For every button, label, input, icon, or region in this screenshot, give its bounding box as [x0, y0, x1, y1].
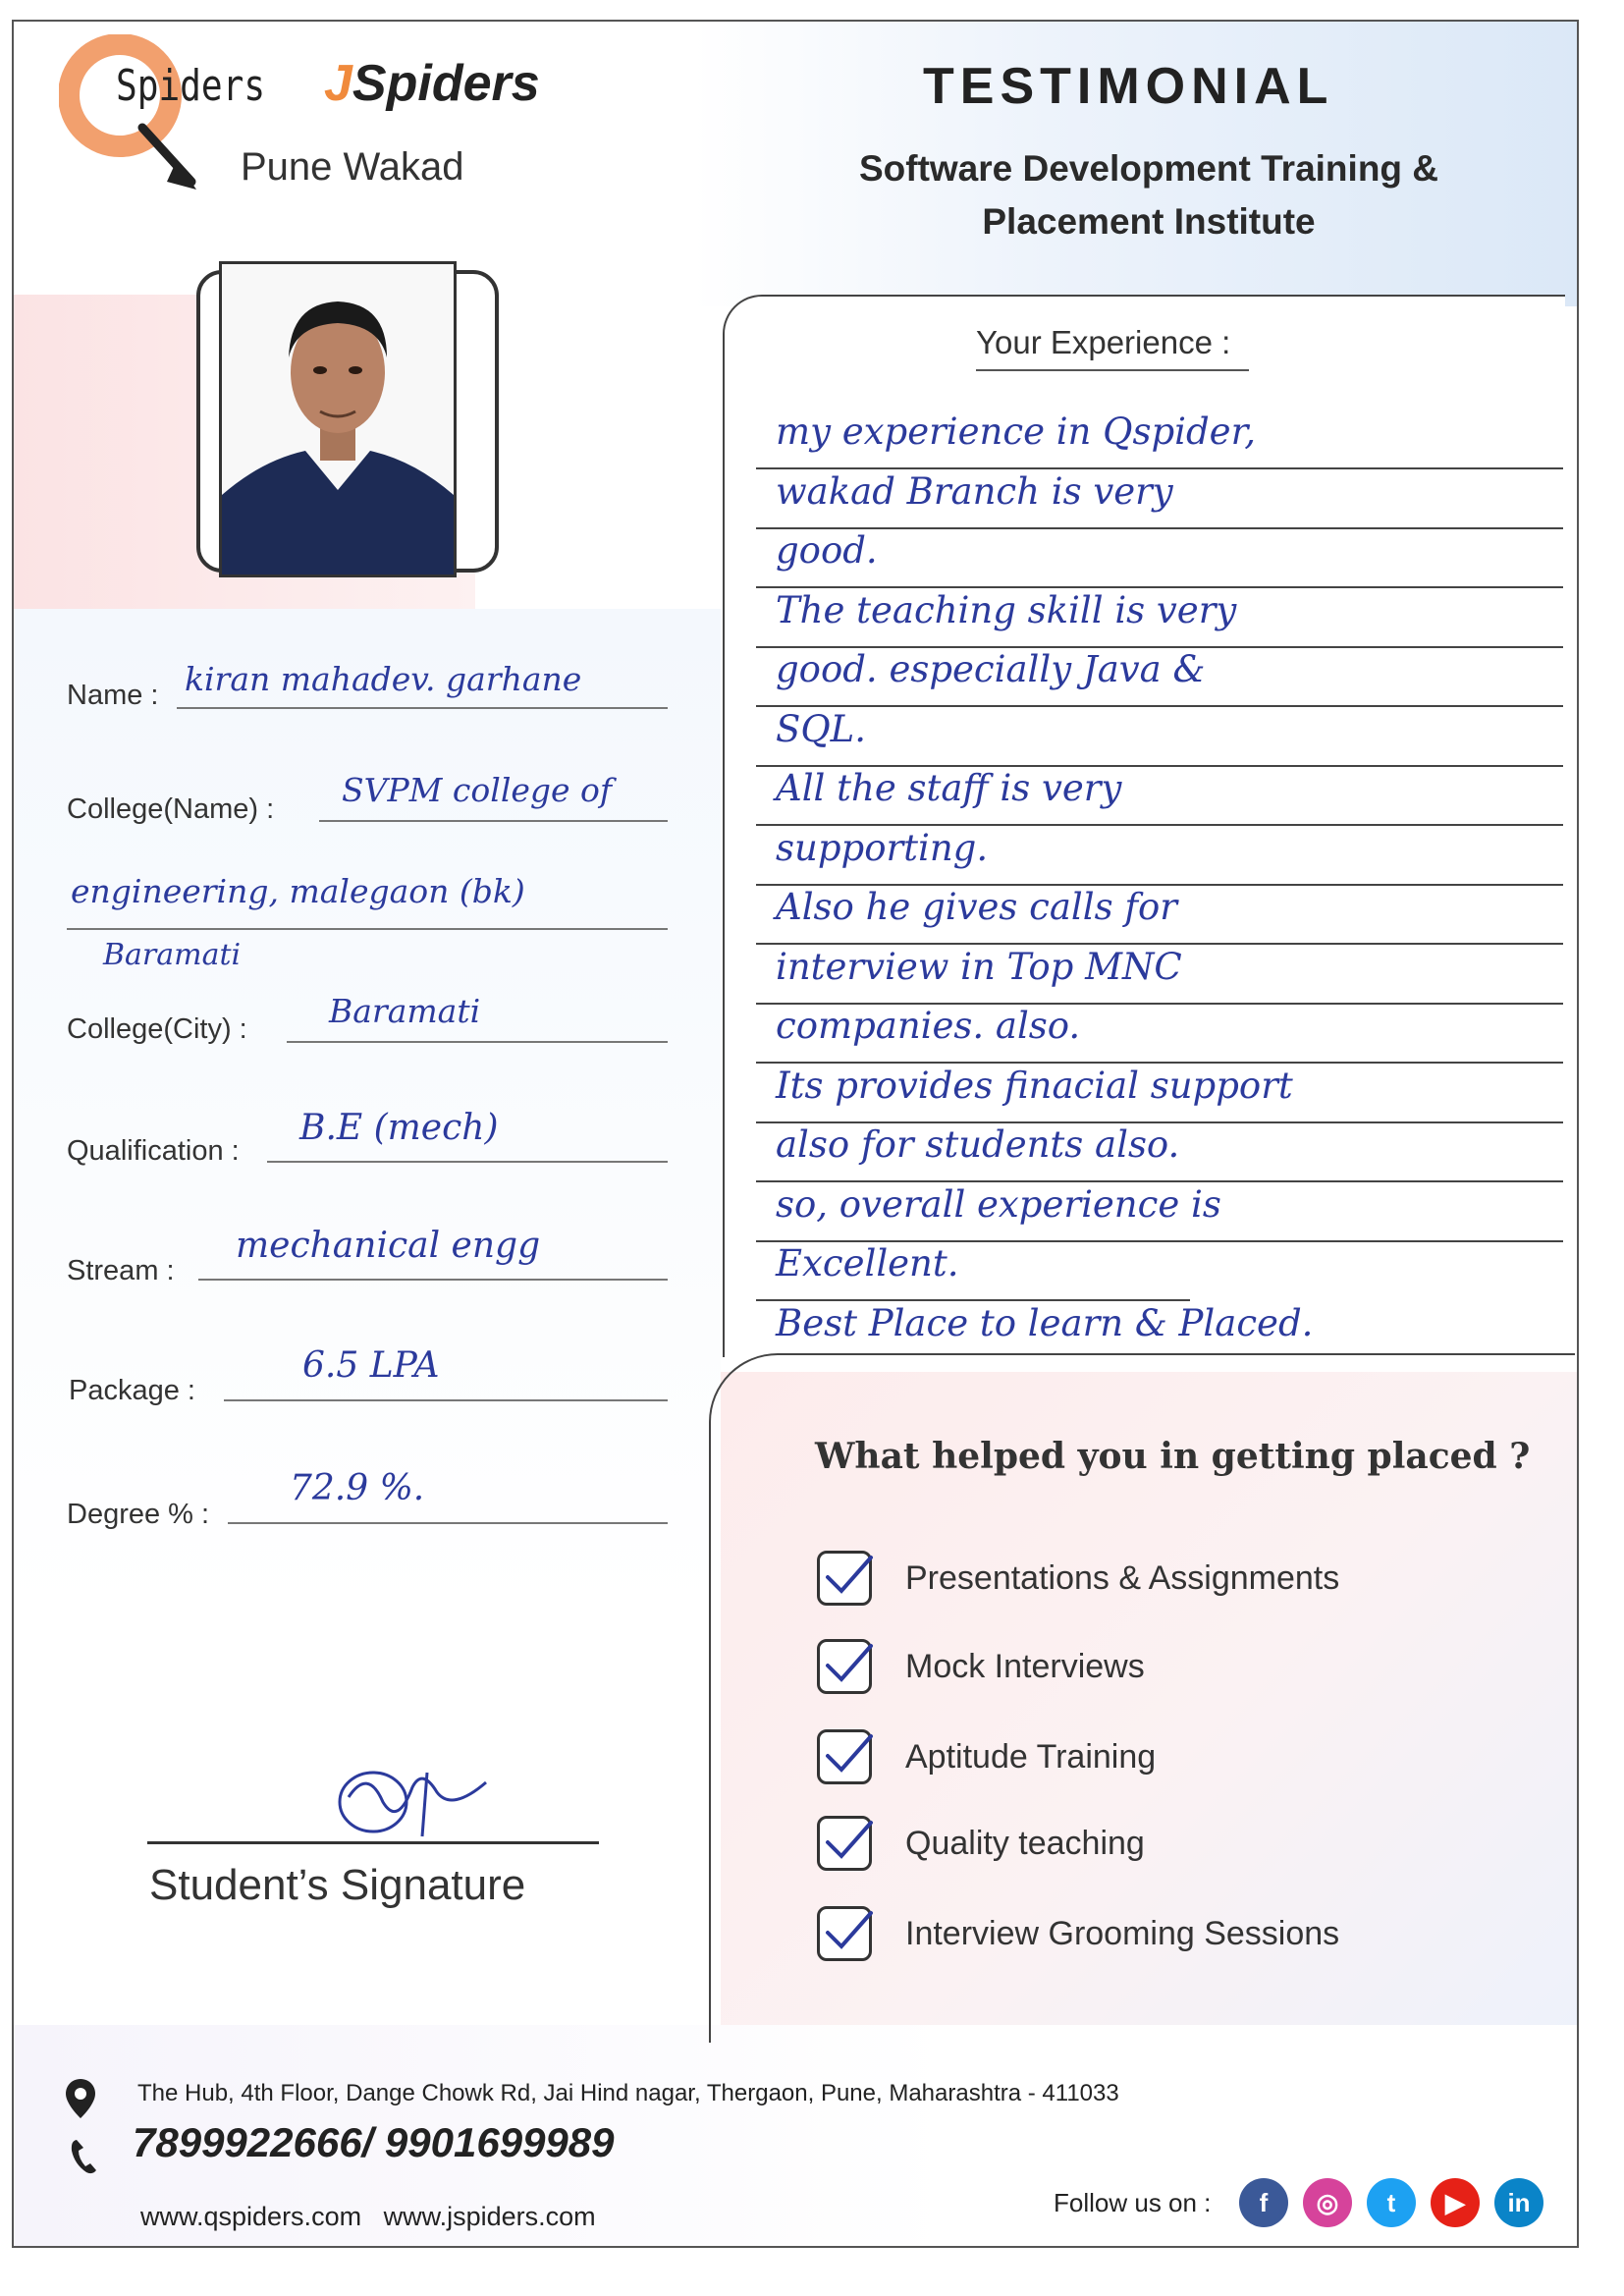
college-name-line-1 [319, 820, 668, 822]
college-city-line [287, 1041, 668, 1043]
degree-line [228, 1522, 668, 1524]
package-value: 6.5 LPA [302, 1345, 440, 1386]
footer-address: The Hub, 4th Floor, Dange Chowk Rd, Jai Hind nagar, Thergaon, Pune, Maharashtra - 411033 [137, 2080, 1119, 2106]
location-pin-icon [64, 2077, 97, 2120]
experience-line: Excellent. [776, 1242, 959, 1285]
experience-line: Best Place to learn & Placed. [776, 1301, 1314, 1344]
experience-line: SQL. [776, 707, 867, 750]
stream-line [198, 1279, 668, 1281]
jspiders-rest: Spiders [352, 55, 540, 112]
experience-line: good. [776, 529, 878, 572]
helped-item[interactable] [817, 1638, 1145, 1695]
experience-line: Also he gives calls for [776, 886, 1177, 928]
instagram-icon[interactable]: ◎ [1303, 2178, 1352, 2227]
experience-line: companies. also. [776, 1005, 1081, 1047]
name-line [177, 707, 668, 709]
experience-line: The teaching skill is very [776, 588, 1237, 631]
helped-item-label: Interview Grooming Sessions [905, 1914, 1340, 1952]
experience-line: my experience in Qspider, [776, 410, 1256, 453]
helped-item-label: Mock Interviews [905, 1647, 1145, 1685]
signature-label: Student’s Signature [149, 1861, 526, 1909]
qualification-value: B.E (mech) [299, 1108, 499, 1148]
helped-item-label: Presentations & Assignments [905, 1558, 1340, 1597]
checkbox-checked-icon[interactable] [817, 1639, 872, 1694]
degree-value: 72.9 %. [290, 1468, 425, 1508]
student-photo-icon [222, 264, 454, 574]
college-name-label: College(Name) : [67, 793, 275, 825]
subtitle-line-1: Software Development Training & [858, 148, 1439, 189]
college-name-value-1: SVPM college of [342, 771, 613, 809]
signature-line [147, 1841, 599, 1844]
youtube-icon[interactable]: ▶ [1431, 2178, 1480, 2227]
follow-us-label: Follow us on : [1054, 2188, 1212, 2217]
experience-line: wakad Branch is very [776, 469, 1173, 513]
checkbox-checked-icon[interactable] [817, 1729, 872, 1784]
college-city-label: College(City) : [67, 1013, 247, 1045]
degree-label: Degree % : [67, 1499, 210, 1530]
experience-line: All the staff is very [776, 767, 1122, 809]
experience-title-underline [976, 369, 1249, 371]
experience-line: good. especially Java & [776, 648, 1206, 690]
student-photo [219, 261, 457, 577]
college-city-value: Baramati [329, 992, 481, 1030]
package-line [224, 1399, 668, 1401]
helped-item-label: Aptitude Training [905, 1737, 1157, 1776]
page-title: TESTIMONIAL [923, 58, 1334, 115]
experience-line: also for students also. [776, 1123, 1180, 1166]
checkbox-checked-icon[interactable] [817, 1816, 872, 1871]
experience-rule [756, 705, 1563, 707]
jspiders-brand [324, 54, 540, 113]
experience-line: Its provides finacial support [776, 1064, 1293, 1107]
helped-item-label: Quality teaching [905, 1824, 1145, 1862]
twitter-icon[interactable]: t [1367, 2178, 1416, 2227]
stream-value: mechanical engg [236, 1226, 541, 1266]
college-name-value-2: engineering, malegaon (bk) [71, 872, 525, 910]
qualification-label: Qualification : [67, 1135, 240, 1167]
package-label: Package : [69, 1375, 195, 1406]
helped-item[interactable] [817, 1728, 1156, 1785]
college-name-value-3: Baramati [103, 938, 242, 972]
footer-phones: 7899922666/ 9901699989 [133, 2119, 615, 2165]
facebook-icon[interactable]: f [1239, 2178, 1288, 2227]
qualification-line [267, 1161, 668, 1163]
helped-item[interactable] [817, 1905, 1339, 1962]
footer-websites[interactable]: www.qspiders.com www.jspiders.com [140, 2202, 596, 2231]
experience-line: so, overall experience is [776, 1182, 1221, 1226]
experience-title: Your Experience : [976, 324, 1231, 360]
subtitle-line-2: Placement Institute [982, 201, 1316, 242]
college-name-line-2 [67, 928, 668, 930]
page-subtitle [746, 142, 1551, 248]
name-label: Name : [67, 680, 159, 711]
helped-item[interactable] [817, 1815, 1145, 1872]
qspiders-brand: Spiders [116, 61, 266, 111]
helped-title: What helped you in getting placed ? [815, 1436, 1531, 1477]
jspiders-j: J [324, 55, 352, 112]
helped-item[interactable] [817, 1550, 1339, 1607]
linkedin-icon[interactable]: in [1494, 2178, 1543, 2227]
checkbox-checked-icon[interactable] [817, 1906, 872, 1961]
experience-line: supporting. [776, 826, 989, 869]
name-value: kiran mahadev. garhane [185, 660, 582, 698]
stream-label: Stream : [67, 1255, 175, 1286]
student-signature-icon [329, 1758, 506, 1846]
experience-line: interview in Top MNC [776, 945, 1182, 988]
checkbox-checked-icon[interactable] [817, 1551, 872, 1606]
phone-icon [69, 2137, 98, 2176]
branch-name: Pune Wakad [241, 145, 464, 189]
